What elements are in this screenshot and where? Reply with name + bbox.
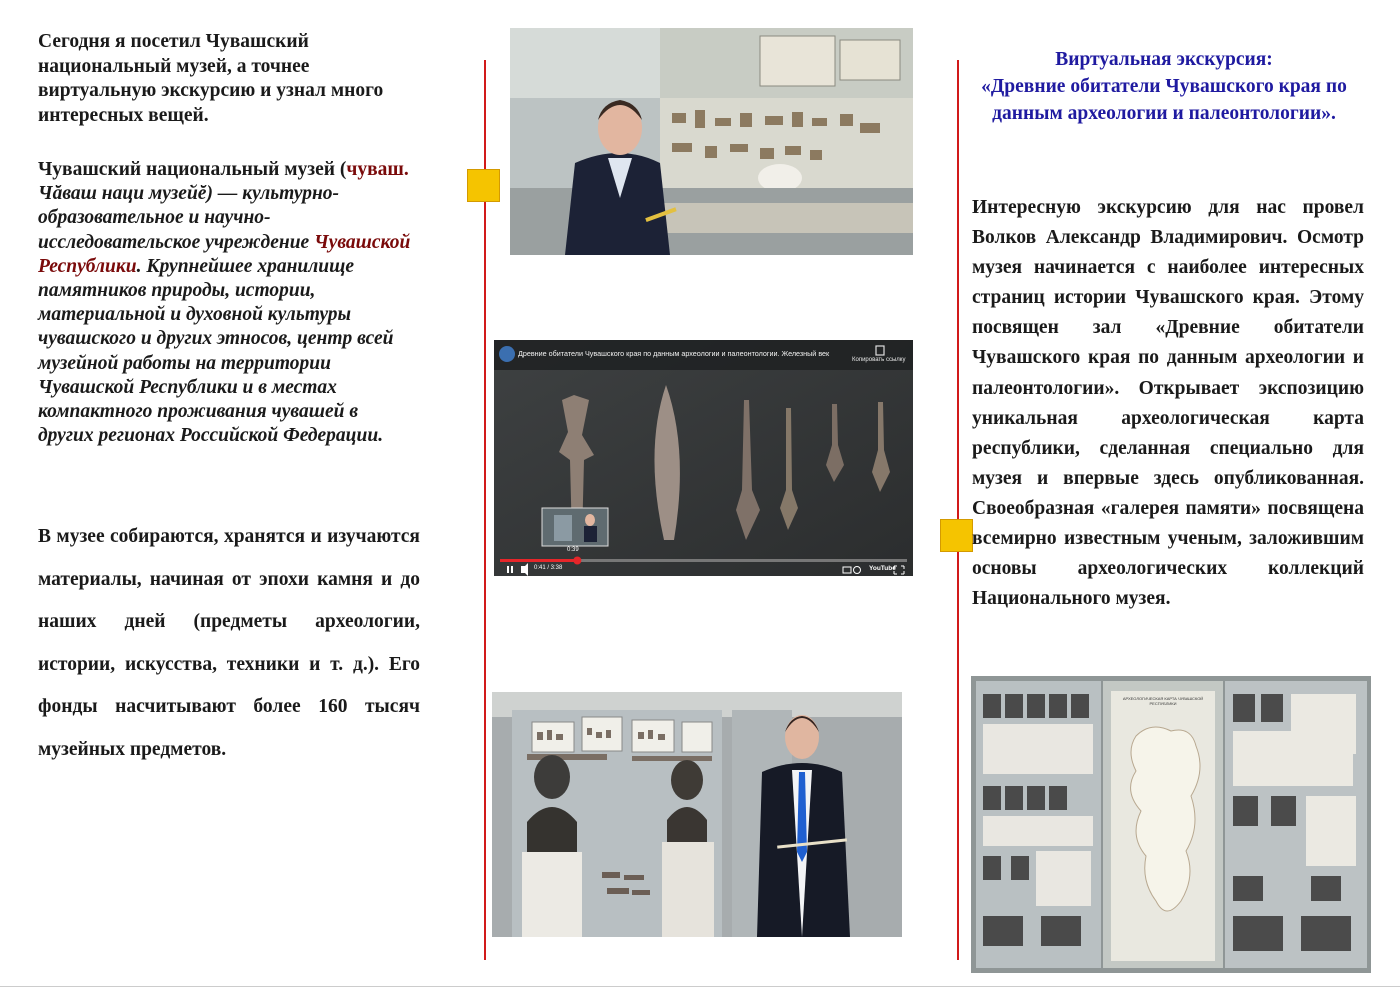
divider-left-square: [467, 169, 500, 202]
bottom-rule: [0, 986, 1400, 987]
desc-tail: . Крупнейшее хранилище памятников природы, истории, материальной и духовной культуры чувашского и других этносов, центр всей музейной работы на территории Чувашской Республики и в местах компактного проживания чувашей в других регионах Российской Федерации.: [38, 255, 394, 447]
heading-line-1: Виртуальная экскурсия:: [1055, 49, 1273, 70]
divider-right: [957, 60, 959, 960]
photo-map-exhibit: [971, 676, 1371, 973]
excursion-paragraph: Интересную экскурсию для нас провел Волков Александр Владимирович. Осмотр музея начинается с наиболее интересных страниц истории Чувашского края. Этому посвящен зал «Древние обитатели Чувашского края по данным археологии и палеонтологии». Открывает экспозицию уникальная археологическая карта республики, сделанная специально для музея и впервые здесь опубликованная. Своеобразная «галерея памяти» посвящена всемирно известным ученым, заложившим основы археологических коллекций Национального музея.: [972, 197, 1364, 610]
heading-line-2: «Древние обитатели Чувашского края по данным археологии и палеонтологии».: [981, 76, 1347, 124]
desc-republic-link[interactable]: Чувашской Республики: [38, 231, 411, 277]
video-progress-fill: [500, 559, 577, 562]
preview-time: 0:39: [567, 547, 579, 553]
video-title: Древние обитатели Чувашского края по данным археологии и палеонтологии. Железный век: [518, 349, 830, 358]
desc-native-name: Чăваш наци музейĕ: [38, 183, 207, 205]
intro-paragraph: Сегодня я посетил Чувашский национальный музей, а точнее виртуальную экскурсию и узнал много интересных вещей.: [38, 31, 384, 126]
youtube-logo[interactable]: YouTube: [869, 565, 896, 572]
map-caption: АРХЕОЛОГИЧЕСКАЯ КАРТА ЧУВАШСКОЙ РЕСПУБЛИКИ: [1122, 696, 1204, 706]
video-time: 0:41 / 3:38: [534, 565, 563, 571]
desc-mid: ) — культурно-образовательное и научно-исследовательское учреждение: [38, 183, 340, 253]
desc-lead: Чувашский национальный музей (: [38, 159, 347, 180]
photo-guide-display: [510, 28, 913, 255]
museum-description: [38, 158, 418, 448]
photo-guide-busts: [492, 692, 902, 937]
divider-right-square: [940, 519, 973, 552]
excursion-heading: [965, 46, 1363, 127]
copy-link-button[interactable]: Копировать ссылку: [852, 357, 906, 363]
desc-lang-link[interactable]: чуваш.: [346, 159, 409, 180]
collection-paragraph: В музее собираются, хранятся и изучаются материалы, начиная от эпохи камня и до наших дней (предметы археологии, истории, искусства, техники и т. д.). Его фонды насчитывают более 160 тысяч музейных предметов.: [38, 526, 420, 760]
video-player[interactable]: [494, 340, 913, 576]
video-progress-knob[interactable]: [573, 557, 581, 565]
pause-icon[interactable]: [507, 566, 509, 573]
